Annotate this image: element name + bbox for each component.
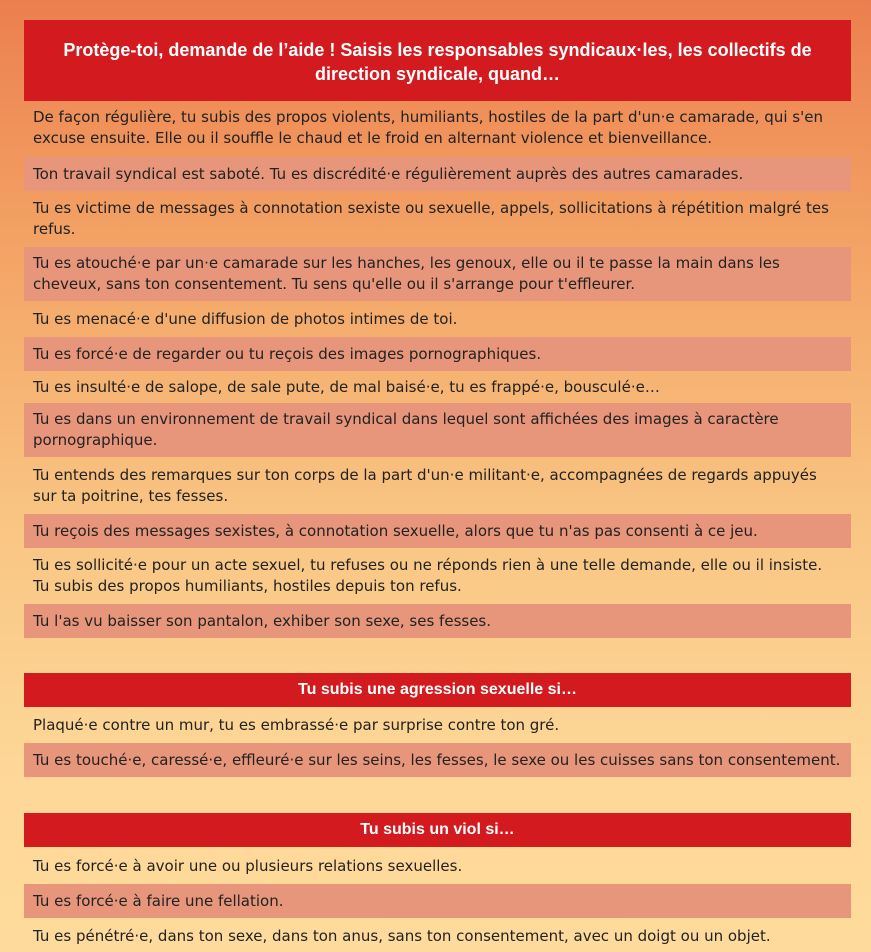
list-item: Tu es forcé·e de regarder ou tu reçois des images pornographiques. [24,337,851,371]
list-item: De façon régulière, tu subis des propos violents, humiliants, hostiles de la part d'un·e camarade, qui s'en excuse ensuite. Elle ou il souffle le chaud et le froid en alternant violence et bienveillance. [33,108,823,147]
list-item: Tu es forcé·e à faire une fellation. [24,884,851,918]
list-item: Tu es menacé·e d'une diffusion de photos intimes de toi. [33,309,458,328]
list-item: Tu es forcé·e à avoir une ou plusieurs relations sexuelles. [33,856,463,875]
list-item: Tu es victime de messages à connotation sexiste ou sexuelle, appels, sollicitations à répétition malgré tes refus. [33,199,829,238]
list-item: Tu es insulté·e de salope, de sale pute, de mal baisé·e, tu es frappé·e, bousculé·e… [33,377,660,396]
list-item: Tu es sollicité·e pour un acte sexuel, tu refuses ou ne réponds rien à une telle demande, elle ou il insiste. Tu subis des propos humiliants, hostiles depuis ton refus. [33,556,823,595]
section1-header: Protège-toi, demande de l’aide ! Saisis les responsables syndicaux·les, les collectifs de direction syndicale, quand… [24,20,851,101]
list-item: Tu es touché·e, caressé·e, effleuré·e sur les seins, les fesses, le sexe ou les cuisses sans ton consentement. [24,743,851,777]
list-item: Tu reçois des messages sexistes, à connotation sexuelle, alors que tu n'as pas consenti à ce jeu. [24,514,851,548]
list-item: Tu es dans un environnement de travail syndical dans lequel sont affichées des images à caractère pornographique. [24,403,851,457]
list-item: Plaqué·e contre un mur, tu es embrassé·e par surprise contre ton gré. [33,715,560,734]
section3-header: Tu subis un viol si… [24,813,851,847]
list-item: Tu es pénétré·e, dans ton sexe, dans ton anus, sans ton consentement, avec un doigt ou un objet. [33,926,771,945]
list-item: Tu entends des remarques sur ton corps de la part d'un·e militant·e, accompagnées de regards appuyés sur ta poitrine, tes fesses. [33,466,817,505]
list-item: Tu l'as vu baisser son pantalon, exhiber son sexe, ses fesses. [24,604,851,638]
list-item: Tu es atouché·e par un·e camarade sur les hanches, les genoux, elle ou il te passe la main dans les cheveux, sans ton consentement. Tu sens qu'elle ou il s'arrange pour t'effleurer. [24,247,851,301]
list-item: Ton travail syndical est saboté. Tu es discrédité·e régulièrement auprès des autres camarades. [24,157,851,191]
section2-header: Tu subis une agression sexuelle si… [24,673,851,707]
